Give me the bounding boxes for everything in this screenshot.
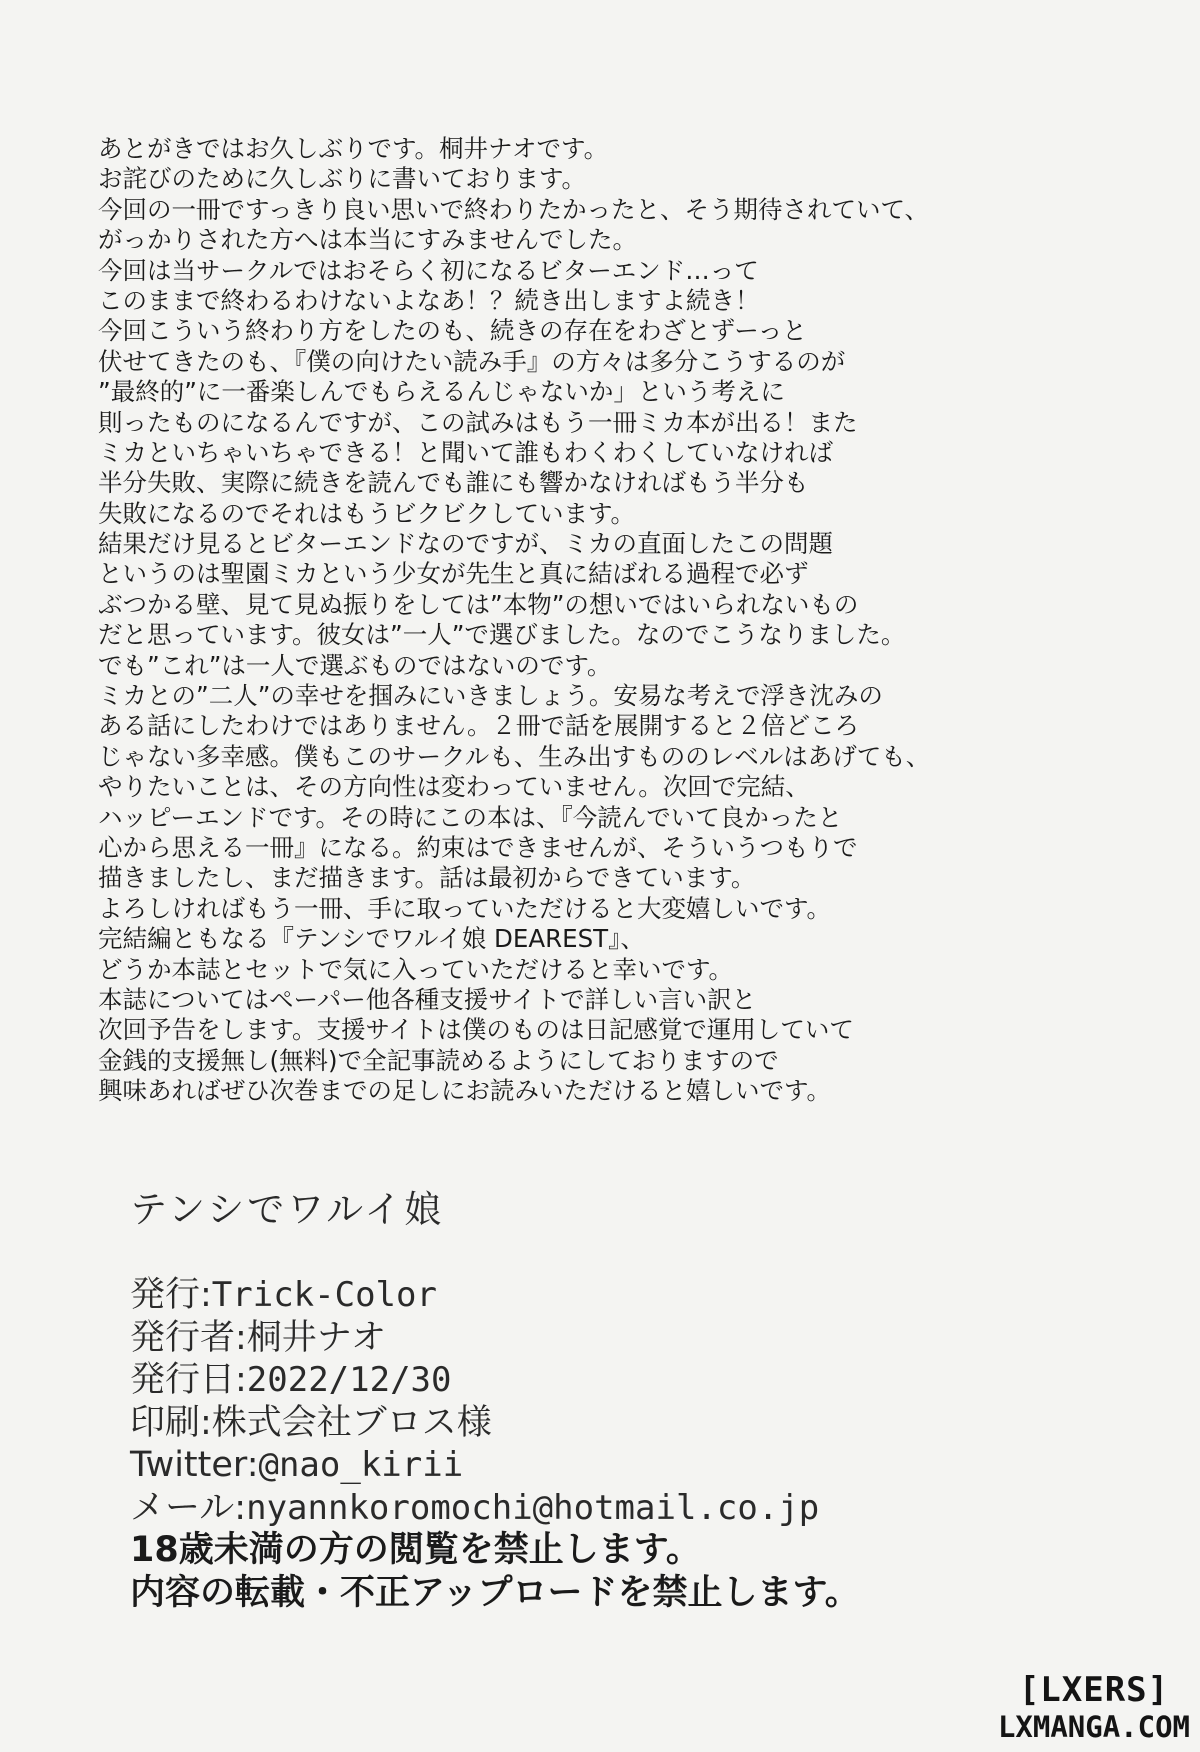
afterword-line: このままで終わるわけないよなあ！？続き出しますよ続き！ xyxy=(98,285,760,315)
afterword-line: 今回は当サークルではおそらく初になるビターエンド…って xyxy=(98,255,759,285)
afterword-line: 心から思える一冊』になる。約束はできませんが、そういうつもりで xyxy=(98,832,858,862)
afterword-line: ある話にしたわけではありません。２冊で話を展開すると２倍どころ xyxy=(98,711,859,741)
afterword-text xyxy=(98,134,1108,1107)
afterword-line: というのは聖園ミカという少女が先生と真に結ばれる過程で必ず xyxy=(98,559,809,589)
colophon-publisher xyxy=(130,1274,860,1317)
afterword-line: 描きましたし、まだ描きます。話は最初からできています。 xyxy=(98,863,756,893)
afterword-line: 本誌についてはペーパー他各種支援サイトで詳しい言い訳と xyxy=(98,984,757,1014)
afterword-line: 今回の一冊ですっきり良い思いで終わりたかったと、そう期待されていて、 xyxy=(98,194,930,224)
afterword-line: 結果だけ見るとビターエンドなのですが、ミカの直面したこの問題 xyxy=(98,529,833,559)
colophon-twitter-value: @nao_kirii xyxy=(258,1445,464,1485)
afterword-line: 興味あればぜひ次巻までの足しにお読みいただけると嬉しいです。 xyxy=(98,1076,832,1106)
colophon-twitter-label: Twitter: xyxy=(130,1445,259,1485)
colophon-date-label: 発行日: xyxy=(130,1360,247,1400)
afterword-line: あとがきではお久しぶりです。桐井ナオです。 xyxy=(98,134,609,163)
afterword-line: 次回予告をします。支援サイトは僕のものは日記感覚で運用していて xyxy=(98,1015,854,1045)
colophon-publisher-value: Trick-Color xyxy=(211,1275,437,1315)
colophon-printer-label: 印刷: xyxy=(130,1402,212,1443)
colophon-date xyxy=(130,1359,860,1402)
afterword-line: ミカといちゃいちゃできる！と聞いて誰もわくわくしていなければ xyxy=(98,437,833,467)
afterword-line: ハッピーエンドです。その時にこの本は、『今読んでいて良かったと xyxy=(98,802,843,832)
colophon-mail-label: メール: xyxy=(130,1487,247,1528)
afterword-line: ぶつかる壁、見て見ぬ振りをしては”本物”の想いではいられないもの xyxy=(98,589,859,619)
colophon-mail-value: nyannkoromochi@hotmail.co.jp xyxy=(246,1487,820,1528)
afterword-line: でも”これ”は一人で選ぶものではないのです。 xyxy=(98,650,612,680)
colophon-printer xyxy=(130,1402,860,1445)
watermark-top: [LXERS] xyxy=(1018,1670,1170,1710)
colophon xyxy=(130,1274,860,1614)
afterword-line: やりたいことは、その方向性は変わっていません。次回で完結、 xyxy=(98,772,810,802)
afterword-line: 金銭的支援無し(無料)で全記事読めるようにしておりますので xyxy=(98,1045,779,1075)
afterword-line: 半分失敗、実際に続きを読んでも誰にも響かなければもう半分も xyxy=(98,468,809,498)
watermark xyxy=(998,1670,1190,1744)
afterword-line: ミカとの”二人”の幸せを掴みにいきましょう。安易な考えで浮き沈みの xyxy=(98,681,883,711)
afterword-line: どうか本誌とセットで気に入っていただけると幸いです。 xyxy=(98,954,734,984)
watermark-bottom: LXMANGA.COM xyxy=(997,1710,1190,1744)
colophon-publisher-label: 発行: xyxy=(130,1275,212,1315)
afterword-line: お詫びのために久しぶりに書いております。 xyxy=(98,164,587,194)
colophon-printer-value: 株式会社ブロス様 xyxy=(211,1402,492,1443)
afterword-line: 今回こういう終わり方をしたのも、続きの存在をわざとずーっと xyxy=(98,316,807,346)
colophon-twitter xyxy=(130,1444,860,1487)
afterword-line: 失敗になるのでそれはもうビクビクしています。 xyxy=(98,498,636,528)
colophon-author-label: 発行者: xyxy=(130,1317,247,1358)
notice-no-reupload: 内容の転載・不正アップロードを禁止します。 xyxy=(130,1572,860,1613)
afterword-line: 伏せてきたのも、『僕の向けたい読み手』の方々は多分こうするのが xyxy=(98,346,846,376)
notice-age-restriction: 18歳未満の方の閲覧を禁止します。 xyxy=(130,1530,701,1570)
book-title: テンシでワルイ娘 xyxy=(130,1188,445,1231)
afterword-line: だと思っています。彼女は”一人”で選びました。なのでこうなりました。 xyxy=(98,620,906,650)
afterword-line: よろしければもう一冊、手に取っていただけると大変嬉しいです。 xyxy=(98,893,832,923)
afterword-line: ”最終的”に一番楽しんでもらえるんじゃないか」という考えに xyxy=(98,377,785,407)
afterword-line: 完結編ともなる『テンシでワルイ娘 DEAREST』、 xyxy=(98,924,645,954)
afterword-line: 則ったものになるんですが、この試みはもう一冊ミカ本が出る！また xyxy=(98,407,858,437)
afterword-line: がっかりされた方へは本当にすみませんでした。 xyxy=(98,225,637,255)
colophon-date-value: 2022/12/30 xyxy=(246,1360,452,1400)
colophon-author-value: 桐井ナオ xyxy=(246,1317,387,1358)
colophon-mail xyxy=(130,1487,860,1530)
afterword-line: じゃない多幸感。僕もこのサークルも、生み出すもののレベルはあげても、 xyxy=(98,741,931,771)
colophon-author xyxy=(130,1317,860,1360)
